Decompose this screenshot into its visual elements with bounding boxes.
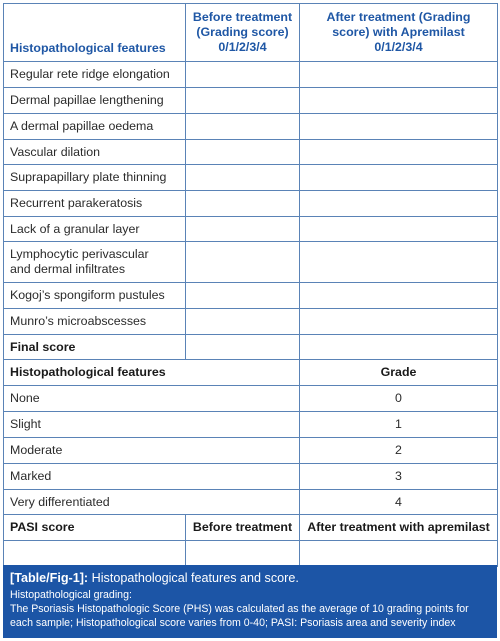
after-cell	[300, 62, 498, 88]
grade-value-cell: 3	[300, 464, 498, 490]
pasi-header-row	[4, 515, 498, 541]
pasi-score-label: PASI score	[4, 515, 186, 541]
pasi-before-value	[186, 541, 300, 567]
before-cell	[186, 242, 300, 283]
table-row	[4, 309, 498, 335]
caption-label: [Table/Fig-1]:	[10, 571, 89, 585]
after-cell	[300, 283, 498, 309]
feature-cell: Dermal papillae lengthening	[4, 88, 186, 114]
table-row	[4, 242, 498, 283]
final-score-after	[300, 335, 498, 360]
table-row	[4, 140, 498, 165]
pasi-value-cell	[4, 541, 186, 567]
table-container	[3, 3, 497, 567]
grade-value-cell: 1	[300, 412, 498, 438]
header-after-treatment: After treatment (Grading score) with Apremilast 0/1/2/3/4	[300, 4, 498, 62]
final-score-label: Final score	[4, 335, 186, 360]
before-cell	[186, 114, 300, 140]
caption-note: The Psoriasis Histopathologic Score (PHS) was calculated as the average of 10 grading points for each sample; Histopathological score varies from 0-40; PASI: Psoriasis area and severity index	[10, 603, 469, 629]
grade-row	[4, 438, 498, 464]
table-row	[4, 165, 498, 191]
histopathology-table	[3, 3, 498, 567]
grade-value-cell: 4	[300, 490, 498, 515]
feature-cell: Kogoj’s spongiform pustules	[4, 283, 186, 309]
final-score-row	[4, 335, 498, 360]
caption-subtitle: Histopathological grading:	[10, 589, 132, 601]
pasi-value-row	[4, 541, 498, 567]
table-row	[4, 114, 498, 140]
feature-cell: Suprapapillary plate thinning	[4, 165, 186, 191]
before-cell	[186, 140, 300, 165]
after-cell	[300, 88, 498, 114]
table-row	[4, 62, 498, 88]
grade-feature-cell: Marked	[4, 464, 300, 490]
grade-header-grade: Grade	[300, 360, 498, 386]
pasi-after-label: After treatment with apremilast	[300, 515, 498, 541]
before-cell	[186, 88, 300, 114]
table-row	[4, 217, 498, 242]
after-cell	[300, 242, 498, 283]
after-cell	[300, 140, 498, 165]
grade-header-features: Histopathological features	[4, 360, 300, 386]
before-cell	[186, 283, 300, 309]
feature-cell: Regular rete ridge elongation	[4, 62, 186, 88]
before-cell	[186, 62, 300, 88]
grade-value-cell: 2	[300, 438, 498, 464]
pasi-before-label: Before treatment	[186, 515, 300, 541]
after-cell	[300, 191, 498, 217]
feature-cell: Recurrent parakeratosis	[4, 191, 186, 217]
final-score-before	[186, 335, 300, 360]
grade-value-cell: 0	[300, 386, 498, 412]
caption-title: Histopathological features and score.	[91, 571, 299, 585]
feature-cell: Vascular dilation	[4, 140, 186, 165]
after-cell	[300, 309, 498, 335]
table-row	[4, 191, 498, 217]
grade-row	[4, 386, 498, 412]
grade-row	[4, 490, 498, 515]
before-cell	[186, 217, 300, 242]
table-header-row	[4, 4, 498, 62]
before-cell	[186, 191, 300, 217]
grade-feature-cell: Slight	[4, 412, 300, 438]
grade-row	[4, 464, 498, 490]
pasi-after-value	[300, 541, 498, 567]
feature-cell: Lymphocytic perivascular and dermal infiltrates	[4, 242, 186, 283]
grade-feature-cell: None	[4, 386, 300, 412]
after-cell	[300, 217, 498, 242]
grade-row	[4, 412, 498, 438]
grade-feature-cell: Very differentiated	[4, 490, 300, 515]
feature-cell: Munro’s microabscesses	[4, 309, 186, 335]
feature-cell: A dermal papillae oedema	[4, 114, 186, 140]
table-row	[4, 283, 498, 309]
table-row	[4, 88, 498, 114]
caption-title-line	[10, 570, 490, 586]
before-cell	[186, 309, 300, 335]
header-features: Histopathological features	[4, 4, 186, 62]
table-caption	[3, 565, 497, 638]
after-cell	[300, 165, 498, 191]
after-cell	[300, 114, 498, 140]
before-cell	[186, 165, 300, 191]
header-before-treatment: Before treatment (Grading score) 0/1/2/3/4	[186, 4, 300, 62]
grade-feature-cell: Moderate	[4, 438, 300, 464]
grade-header-row	[4, 360, 498, 386]
feature-cell: Lack of a granular layer	[4, 217, 186, 242]
